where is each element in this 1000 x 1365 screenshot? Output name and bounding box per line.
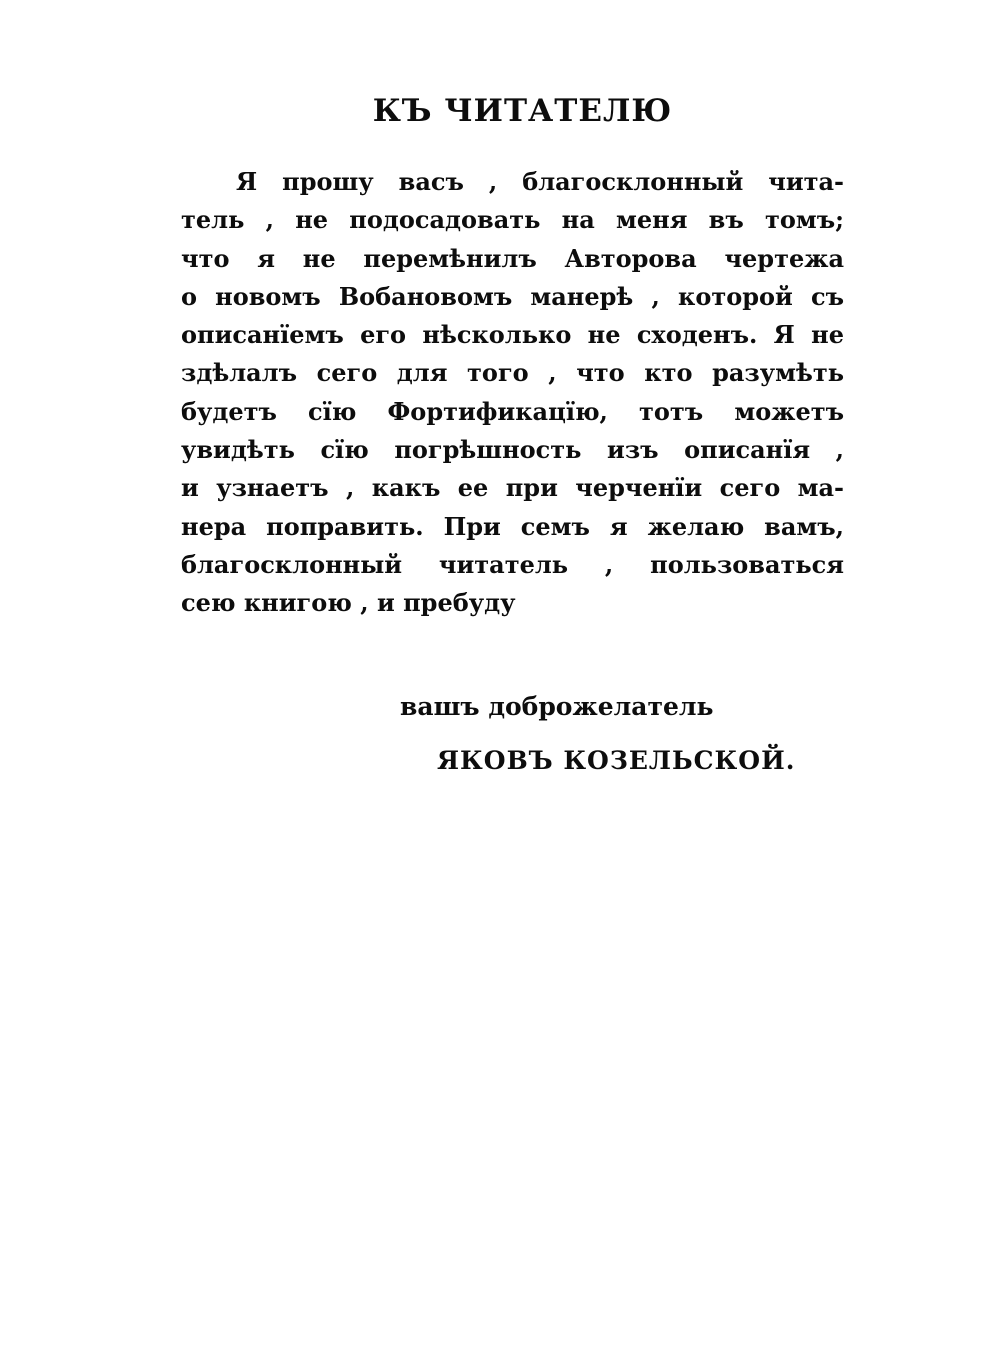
text-line: о новомъ Вобановомъ манерѣ , которой съ bbox=[181, 281, 844, 311]
text-line: здѣлалъ сего для того , что кто разумѣть bbox=[181, 358, 844, 388]
text-line: увидѣть сїю погрѣшность изъ описанїя , bbox=[181, 435, 844, 465]
text-line: что я не перемѣнилъ Авторова чертежа bbox=[181, 243, 844, 273]
text-line: сею книгою , и пребуду bbox=[181, 588, 516, 618]
text-line: благосклонный читатель , пользоваться bbox=[181, 549, 844, 579]
signature-block bbox=[400, 680, 795, 788]
signature-name: ЯКОВЪ КОЗЕЛЬСКОЙ. bbox=[437, 746, 796, 775]
page-title: КЪ ЧИТАТЕЛЮ bbox=[372, 93, 673, 129]
text-line: Я прошу васъ , благосклонный чита- bbox=[236, 167, 844, 196]
text-line: нера поправить. При семъ я желаю вамъ, bbox=[181, 511, 844, 541]
text-line: описанїемъ его нѣсколько не сходенъ. Я не bbox=[181, 320, 844, 350]
text-line: и узнаетъ , какъ ее при черченїи сего ма- bbox=[181, 473, 844, 503]
signature-closing: вашъ доброжелатель bbox=[400, 692, 714, 721]
body-paragraph bbox=[181, 163, 844, 623]
text-line: будетъ сїю Фортификацїю, тотъ можетъ bbox=[181, 396, 844, 426]
text-line: тель , не подосадовать на меня въ томъ; bbox=[181, 205, 844, 235]
